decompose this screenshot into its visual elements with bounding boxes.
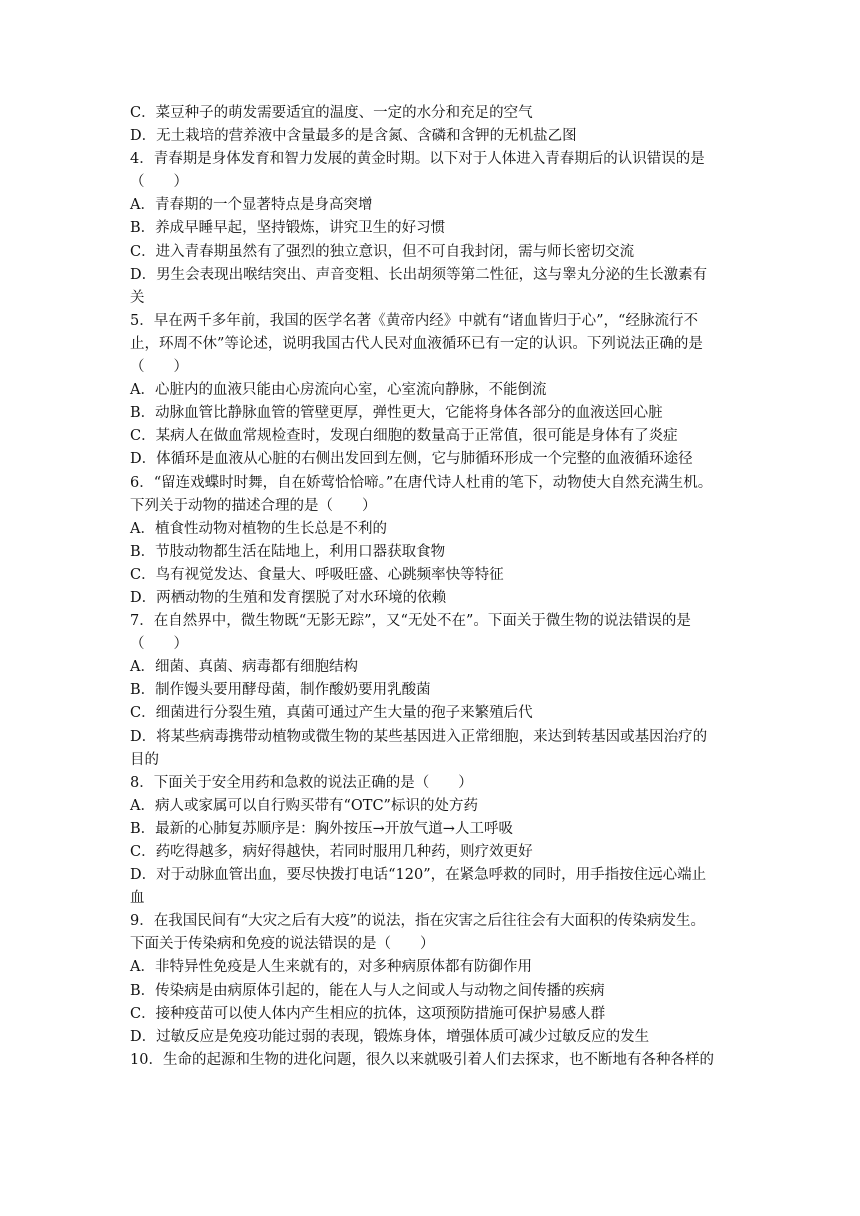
- text-line: B．传染病是由病原体引起的，能在人与人之间或人与动物之间传播的疾病: [130, 982, 605, 999]
- text-line: B．节肢动物都生活在陆地上，利用口器获取食物: [130, 543, 446, 560]
- text-line: B．最新的心肺复苏顺序是：胸外按压→开放气道→人工呼吸: [130, 820, 513, 837]
- text-line: 10．生命的起源和生物的进化问题，很久以来就吸引着人们去探求，也不断地有各种各样的: [130, 1051, 714, 1068]
- text-line: A．植食性动物对植物的生长总是不利的: [130, 520, 387, 537]
- text-line: 6．“留连戏蝶时时舞，自在娇莺恰恰啼。”在唐代诗人杜甫的笔下，动物使大自然充满生机。: [130, 474, 713, 491]
- text-line: （ ）: [130, 636, 188, 653]
- text-line: 关: [130, 289, 145, 306]
- text-line: （ ）: [130, 359, 188, 376]
- text-line: A．非特异性免疫是人生来就有的，对多种病原体都有防御作用: [130, 959, 532, 976]
- text-line: D．过敏反应是免疫功能过弱的表现，锻炼身体，增强体质可减少过敏反应的发生: [130, 1028, 650, 1045]
- text-line: （ ）: [130, 174, 188, 191]
- text-line: D．将某些病毒携带动植物或微生物的某些基因进入正常细胞，来达到转基因或基因治疗的: [130, 728, 708, 745]
- question-text-body: [130, 102, 734, 1072]
- text-line: 4．青春期是身体发育和智力发展的黄金时期。以下对于人体进入青春期后的认识错误的是: [130, 151, 705, 168]
- text-line: 下面关于传染病和免疫的说法错误的是（ ）: [130, 936, 435, 953]
- text-line: C．药吃得越多，病好得越快，若同时服用几种药，则疗效更好: [130, 844, 533, 860]
- text-line: 7．在自然界中，微生物既“无影无踪”，又“无处不在”。下面关于微生物的说法错误的是: [130, 613, 691, 630]
- text-line: D．无土栽培的营养液中含量最多的是含氮、含磷和含钾的无机盐乙图: [130, 128, 577, 145]
- text-line: C．鸟有视觉发达、食量大、呼吸旺盛、心跳频率快等特征: [130, 566, 504, 583]
- text-line: 止，环周不休”等论述，说明我国古代人民对血液循环已有一定的认识。下列说法正确的是: [130, 335, 703, 352]
- text-line: 血: [130, 890, 145, 907]
- text-line: C．菜豆种子的萌发需要适宜的温度、一定的水分和充足的空气: [130, 105, 533, 121]
- text-line: A．病人或家属可以自行购买带有“OTC”标识的处方药: [130, 797, 478, 814]
- text-line: C．进入青春期虽然有了强烈的独立意识，但不可自我封闭，需与师长密切交流: [130, 243, 635, 260]
- text-line: 5．早在两千多年前，我国的医学名著《黄帝内经》中就有“诸血皆归于心”，“经脉流行不: [130, 312, 698, 329]
- text-line: 下列关于动物的描述合理的是（ ）: [130, 497, 377, 514]
- text-line: A．青春期的一个显著特点是身高突增: [130, 197, 373, 214]
- text-line: D．男生会表现出喉结突出、声音变粗、长出胡须等第二性征，这与睾丸分泌的生长激素有: [130, 266, 708, 283]
- text-line: B．动脉血管比静脉血管的管壁更厚，弹性更大，它能将身体各部分的血液送回心脏: [130, 405, 663, 422]
- text-line: D．体循环是血液从心脏的右侧出发回到左侧，它与肺循环形成一个完整的血液循环途径: [130, 451, 693, 468]
- text-line: C．细菌进行分裂生殖，真菌可通过产生大量的孢子来繁殖后代: [130, 705, 533, 722]
- text-line: 9．在我国民间有“大灾之后有大疫”的说法，指在灾害之后往往会有大面积的传染病发生。: [130, 913, 706, 930]
- text-line: C．某病人在做血常规检查时，发现白细胞的数量高于正常值，很可能是身体有了炎症: [130, 428, 678, 445]
- text-line: 8．下面关于安全用药和急救的说法正确的是（ ）: [130, 774, 473, 791]
- text-line: B．制作馒头要用酵母菌，制作酸奶要用乳酸菌: [130, 682, 431, 699]
- text-line: D．对于动脉血管出血，要尽快拨打电话“120”，在紧急呼救的同时，用手指按住远心端止: [130, 867, 707, 884]
- text-line: 目的: [130, 751, 159, 768]
- text-line: A．心脏内的血液只能由心房流向心室，心室流向静脉，不能倒流: [130, 382, 547, 399]
- text-line: C．接种疫苗可以使人体内产生相应的抗体，这项预防措施可保护易感人群: [130, 1005, 606, 1022]
- text-line: A．细菌、真菌、病毒都有细胞结构: [130, 659, 358, 676]
- text-line: B．养成早睡早起，坚持锻炼，讲究卫生的好习惯: [130, 220, 446, 237]
- text-line: D．两栖动物的生殖和发育摆脱了对水环境的依赖: [130, 589, 447, 606]
